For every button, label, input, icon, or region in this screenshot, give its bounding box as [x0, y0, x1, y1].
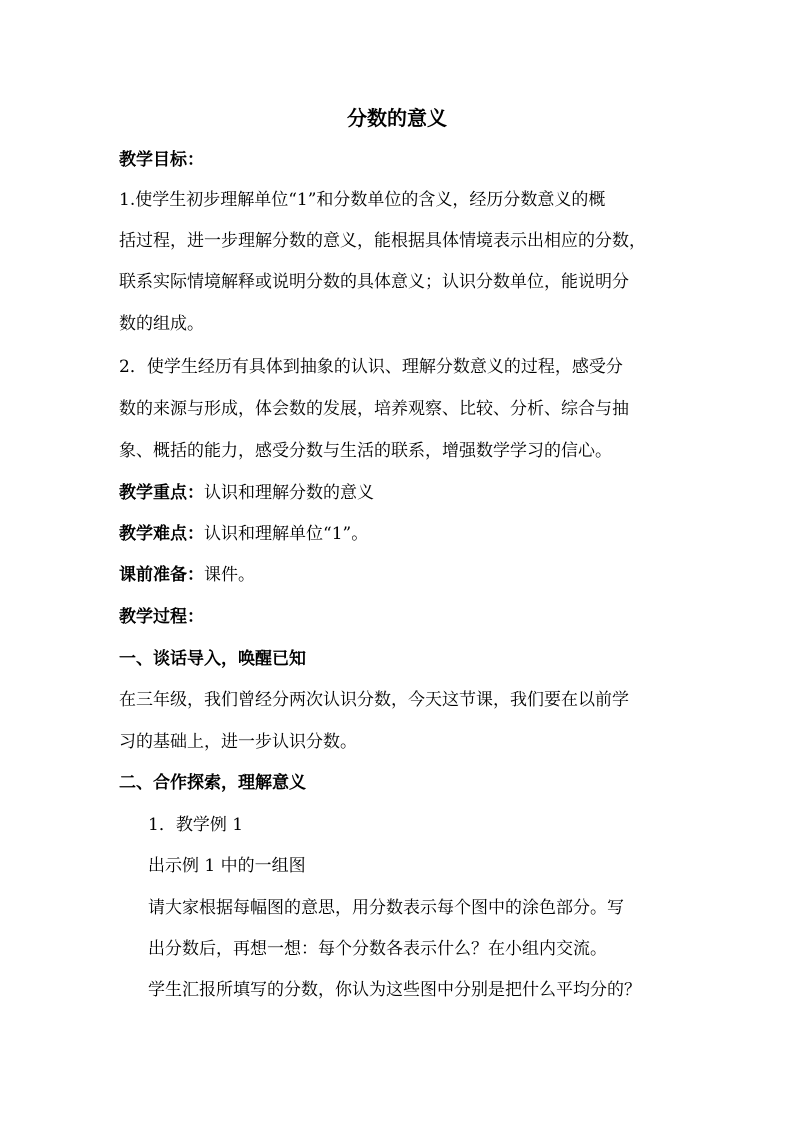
key-point-row	[119, 481, 679, 505]
goal1-line-4: 数的组成。	[119, 314, 204, 334]
preparation-row	[119, 563, 679, 587]
goals-heading: 教学目标：	[119, 150, 204, 170]
goal1-line-1: 1.使学生初步理解单位“1”和分数单位的含义，经历分数意义的概	[119, 190, 606, 210]
key-point-label: 教学重点：	[119, 483, 204, 503]
goal1-line-2: 括过程，进一步理解分数的意义，能根据具体情境表示出相应的分数，	[119, 231, 646, 251]
process-heading: 教学过程：	[119, 607, 204, 627]
section2-instruction-line-1: 请大家根据每幅图的意思，用分数表示每个图中的涂色部分。写	[148, 898, 624, 918]
preparation-text: 课件。	[204, 565, 255, 585]
goal2-line-1: 2．使学生经历有具体到抽象的认识、理解分数意义的过程，感受分	[119, 357, 623, 377]
section1-line-1: 在三年级，我们曾经分两次认识分数，今天这节课，我们要在以前学	[119, 690, 629, 710]
difficulty-text: 认识和理解单位“1”。	[204, 524, 369, 544]
difficulty-row	[119, 522, 679, 546]
section2-show: 出示例 1 中的一组图	[148, 856, 306, 876]
section2-report: 学生汇报所填写的分数，你认为这些图中分别是把什么平均分的？	[148, 980, 641, 1000]
section1-line-2: 习的基础上，进一步认识分数。	[119, 732, 357, 752]
goal1-line-3: 联系实际情境解释或说明分数的具体意义；认识分数单位，能说明分	[119, 272, 629, 292]
difficulty-label: 教学难点：	[119, 524, 204, 544]
section2-instruction-line-2: 出分数后，再想一想：每个分数各表示什么？在小组内交流。	[148, 939, 607, 959]
section1-heading: 一、谈话导入，唤醒已知	[119, 649, 306, 669]
section2-heading: 二、合作探索，理解意义	[119, 773, 306, 793]
goal2-line-2: 数的来源与形成，体会数的发展，培养观察、比较、分析、综合与抽	[119, 399, 629, 419]
preparation-label: 课前准备：	[119, 565, 204, 585]
key-point-text: 认识和理解分数的意义	[204, 483, 374, 503]
goal2-line-3: 象、概括的能力，感受分数与生活的联系，增强数学学习的信心。	[119, 441, 612, 461]
section2-sub1: 1．教学例 1	[148, 815, 244, 835]
page-title: 分数的意义	[347, 106, 447, 130]
